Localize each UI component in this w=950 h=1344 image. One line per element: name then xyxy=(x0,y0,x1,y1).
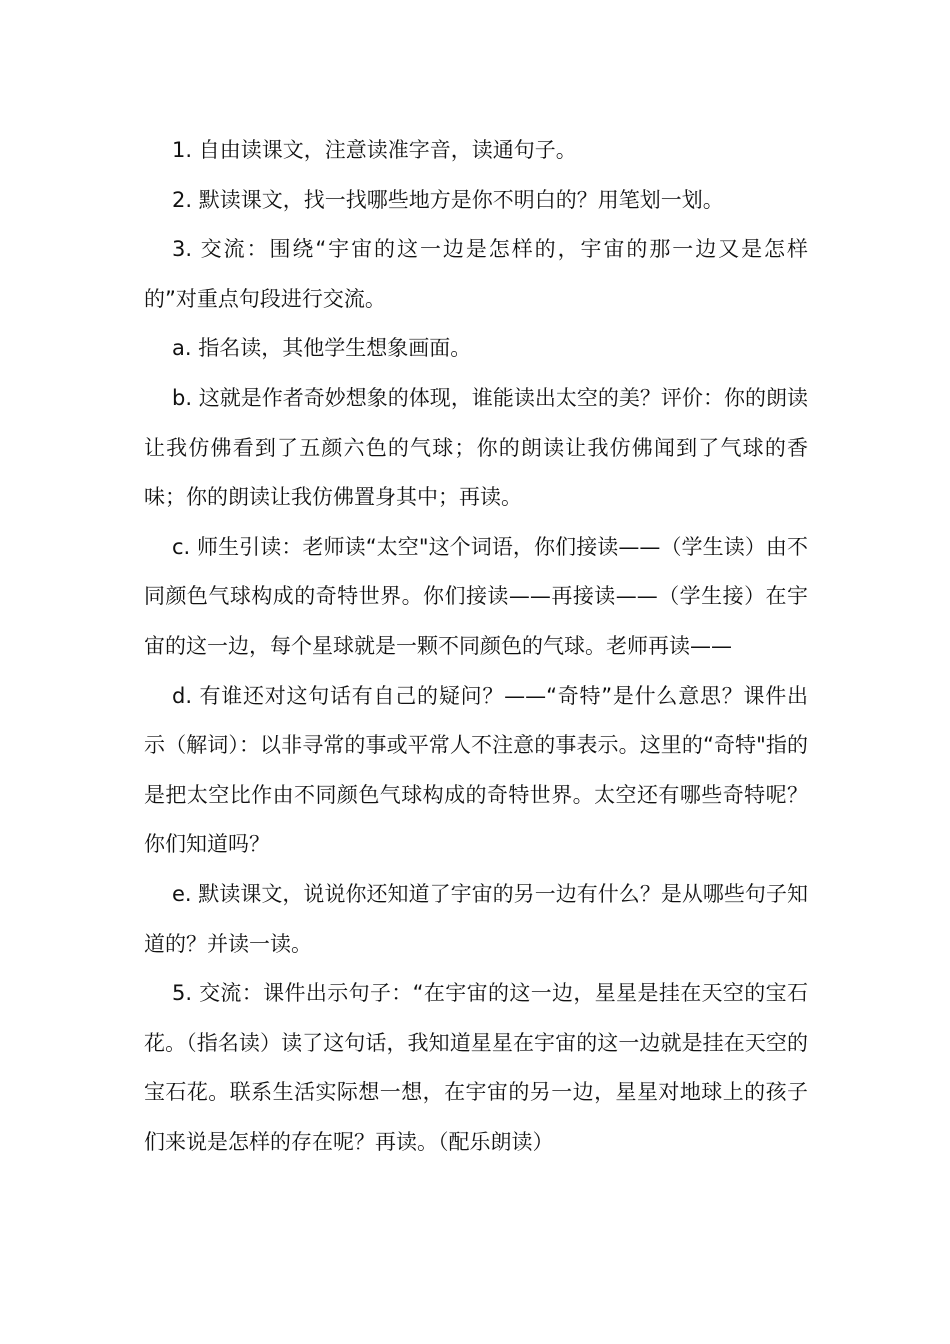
paragraph-a: a. 指名读，其他学生想象画面。 xyxy=(172,336,472,361)
paragraph-e: e. 默读课文，说说你还知道了宇宙的另一边有什么？是从哪些句子知道的？并读一读。 xyxy=(144,881,808,956)
paragraph-5: 5. 交流：课件出示句子：“在宇宙的这一边，星星是挂在天空的宝石花。（指名读）读了这句话，我知道星星在宇宙的这一边就是挂在天空的宝石花。联系生活实际想一想，在宇宙的另一边，星星对地球上的孩子们来说是怎样的存在呢？再读。（配乐朗读） xyxy=(144,981,808,1154)
paragraph-c: c. 师生引读：老师读“太空"这个词语，你们接读——（学生读）由不同颜色气球构成的奇特世界。你们接读——再接读——（学生接）在宇宙的这一边，每个星球就是一颗不同颜色的气球。老师再读—— xyxy=(144,534,808,658)
paragraph-d: d. 有谁还对这句话有自己的疑问？——“奇特”是什么意思？课件出示（解词）：以非寻常的事或平常人不注意的事表示。这里的“奇特"指的是把太空比作由不同颜色气球构成的奇特世界。太空还有哪些奇特呢？你们知道吗？ xyxy=(144,683,808,857)
paragraph-2: 2. 默读课文，找一找哪些地方是你不明白的？用笔划一划。 xyxy=(172,187,724,212)
paragraph-3: 3. 交流：围绕“宇宙的这一边是怎样的，宇宙的那一边又是怎样的”对重点句段进行交流。 xyxy=(144,237,808,311)
document-body xyxy=(144,126,808,1167)
paragraph-b: b. 这就是作者奇妙想象的体现，谁能读出太空的美？评价：你的朗读让我仿佛看到了五颜六色的气球；你的朗读让我仿佛闻到了气球的香味；你的朗读让我仿佛置身其中；再读。 xyxy=(144,385,808,510)
paragraph-1: 1. 自由读课文，注意读准字音，读通句子。 xyxy=(172,138,577,162)
